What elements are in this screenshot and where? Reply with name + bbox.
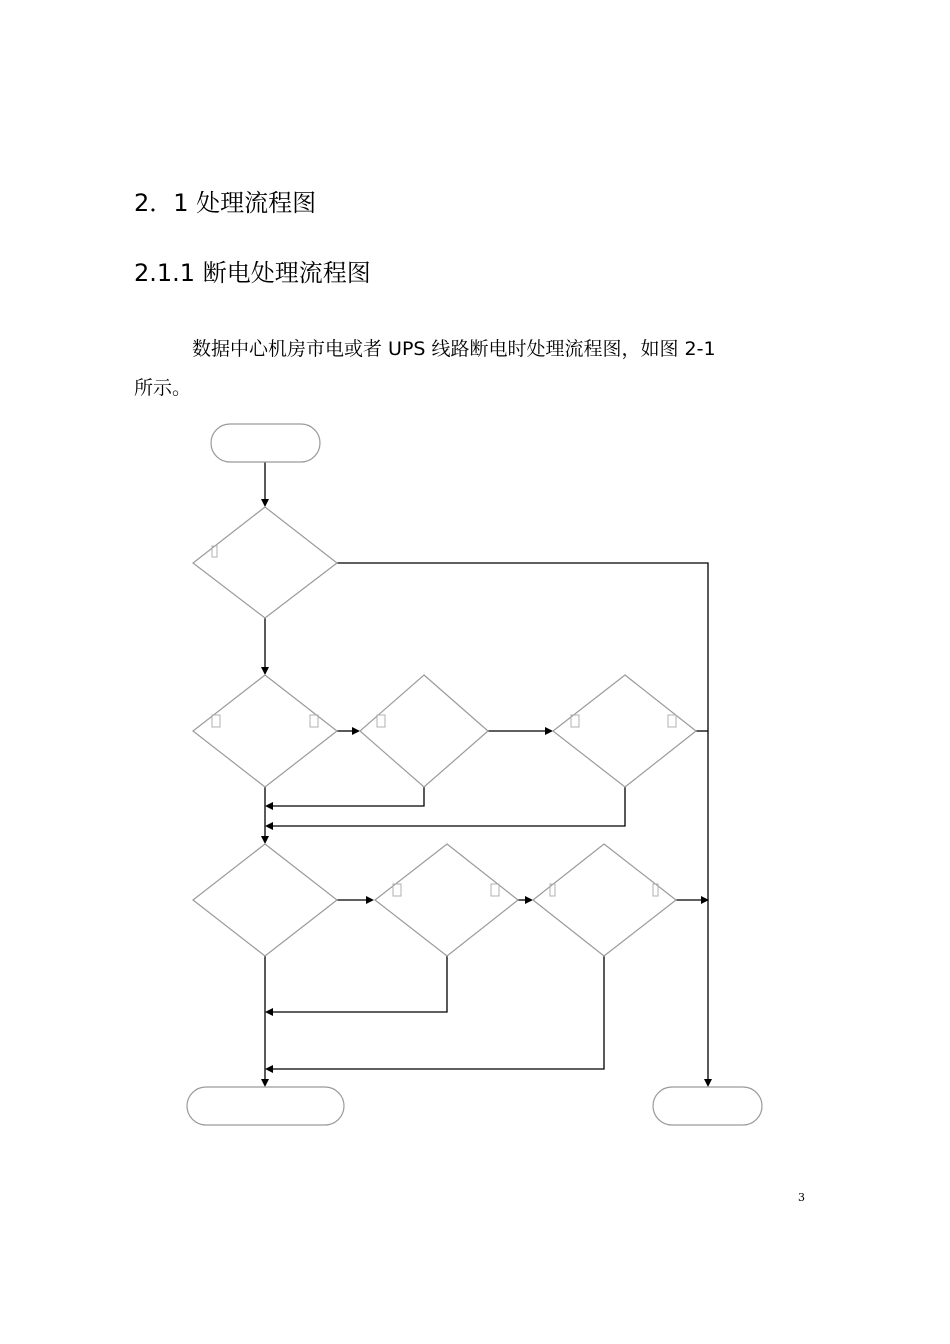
arrowhead	[704, 1079, 712, 1087]
decision-diamond-3b	[375, 844, 518, 956]
arrowhead	[265, 822, 273, 830]
decision-diamond-3c	[533, 844, 676, 956]
arrowhead	[261, 836, 269, 844]
decision-diamond-2a	[193, 675, 337, 787]
arrowhead	[265, 1065, 273, 1073]
flowchart-arrowheads	[261, 499, 712, 1087]
arrowhead	[261, 499, 269, 507]
arrowhead	[545, 727, 553, 735]
decision-diamond-2c	[553, 675, 696, 787]
start-terminator	[211, 424, 320, 462]
decision-diamond-2b	[360, 675, 488, 787]
arrowhead	[265, 1008, 273, 1016]
body-paragraph-line-1: 数据中心机房市电或者 UPS 线路断电时处理流程图，如图 2-1	[192, 338, 716, 360]
arrowhead	[366, 896, 374, 904]
end-terminator-right	[653, 1087, 762, 1125]
section-heading: 2．1 处理流程图	[134, 189, 317, 217]
arrowhead	[525, 896, 533, 904]
edge-decision-1-to-right-bus	[337, 563, 708, 1081]
arrowhead	[261, 667, 269, 675]
arrowhead	[265, 802, 273, 810]
subsection-heading: 2.1.1 断电处理流程图	[134, 259, 371, 287]
arrowhead	[352, 727, 360, 735]
edge-decision-3b-return	[271, 956, 447, 1012]
decision-diamond-3a	[193, 844, 337, 956]
arrowhead	[261, 1079, 269, 1087]
page-number: 3	[798, 1191, 805, 1204]
end-terminator-left	[187, 1087, 344, 1125]
body-paragraph-line-2: 所示。	[134, 377, 192, 399]
edge-decision-2b-return	[271, 787, 424, 806]
decision-diamond-1	[193, 507, 337, 618]
